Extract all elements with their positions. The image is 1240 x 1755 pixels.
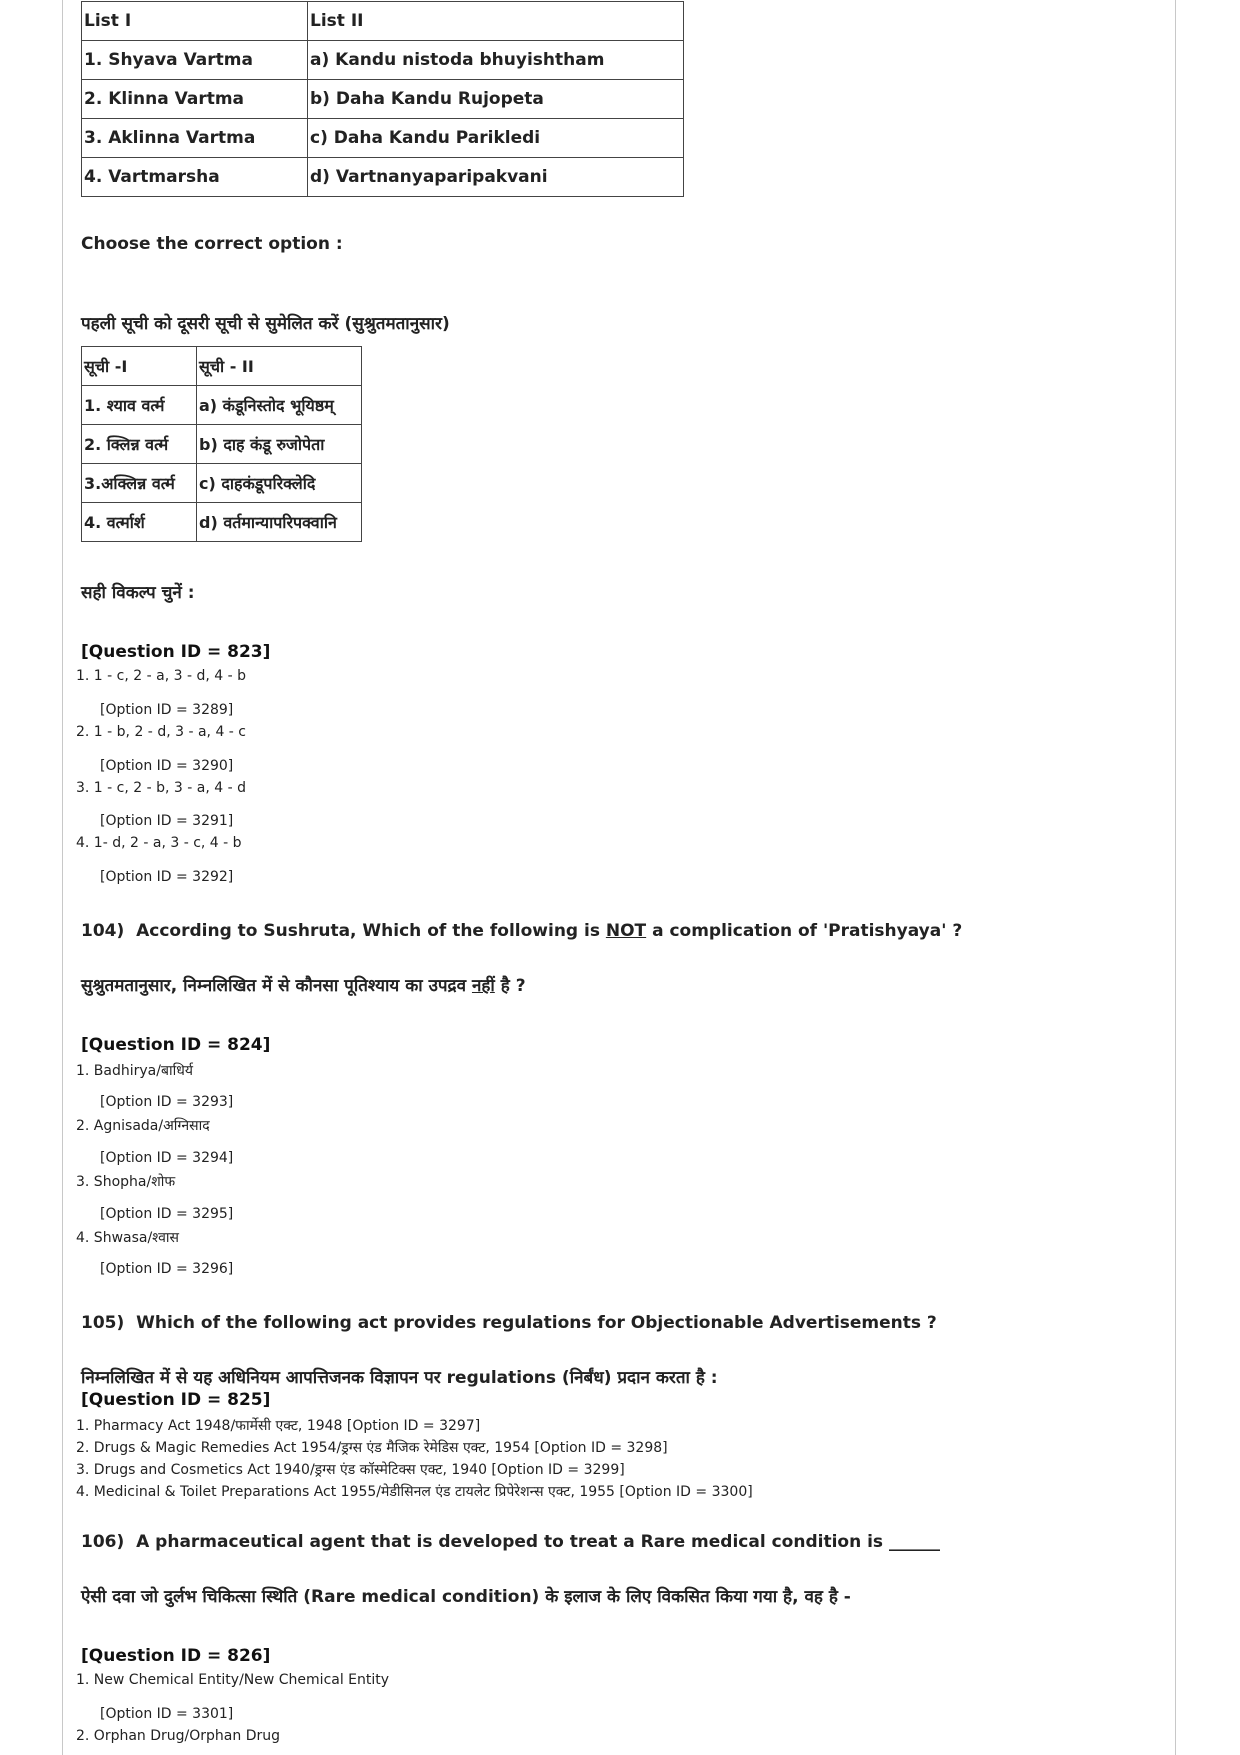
option-3[interactable]: 3. Drugs and Cosmetics Act 1940/ड्रग्स एंड कॉस्मेटिक्स एक्ट, 1940 [Option ID = 3299] [76, 1462, 625, 1478]
option-id: [Option ID = 3290] [100, 758, 234, 774]
option-1[interactable]: 1. Badhirya/बाधिर्य [76, 1063, 193, 1079]
table-cell: a) कंडूनिस्तोद भूयिष्ठम् [197, 386, 362, 425]
stem-emphasis: NOT [605, 921, 647, 941]
table-row [82, 41, 684, 80]
table-row [82, 2, 684, 41]
page-border-left [62, 0, 63, 1755]
table-row [82, 425, 362, 464]
question-number: 104) [81, 921, 125, 941]
stem-text-hindi: सुश्रुतमतानुसार, निम्नलिखित में से कौनसा पूतिश्याय का उपद्रव [81, 976, 472, 996]
table-header-cell: सूची - II [197, 347, 362, 386]
option-id: [Option ID = 3293] [100, 1094, 234, 1110]
table-cell: 1. Shyava Vartma [82, 41, 308, 80]
option-1[interactable]: 1. 1 - c, 2 - a, 3 - d, 4 - b [76, 668, 246, 684]
stem-text: Which of the following act provides regulations for Objectionable Advertisements ? [136, 1313, 937, 1333]
question-id: [Question ID = 823] [81, 642, 271, 662]
table-cell: d) Vartnanyaparipakvani [308, 158, 684, 197]
question-id: [Question ID = 826] [81, 1646, 271, 1666]
table-cell: 3.अक्लिन्न वर्त्म [82, 464, 197, 503]
question-id: [Question ID = 824] [81, 1035, 271, 1055]
question-105-stem [81, 1313, 937, 1333]
table-cell: c) दाहकंडूपरिक्लेदि [197, 464, 362, 503]
table-cell: 3. Aklinna Vartma [82, 119, 308, 158]
question-number: 106) [81, 1532, 125, 1552]
page-border-right [1175, 0, 1176, 1755]
option-4[interactable]: 4. 1- d, 2 - a, 3 - c, 4 - b [76, 835, 242, 851]
match-table-english [81, 1, 684, 197]
question-106-hindi: ऐसी दवा जो दुर्लभ चिकित्सा स्थिति (Rare medical condition) के इलाज के लिए विकसित किया गया है, वह है - [81, 1587, 851, 1607]
table-row [82, 119, 684, 158]
stem-text-hindi: है ? [494, 976, 526, 996]
question-104-stem [81, 921, 962, 941]
table-cell: d) वर्तमान्यापरिपक्वानि [197, 503, 362, 542]
question-105-hindi: निम्नलिखित में से यह अधिनियम आपत्तिजनक विज्ञापन पर regulations (निर्बंध) प्रदान करता है : [81, 1368, 718, 1388]
option-2[interactable]: 2. Drugs & Magic Remedies Act 1954/ड्रग्स एंड मैजिक रेमेडिस एक्ट, 1954 [Option ID = 3298] [76, 1440, 668, 1456]
table-row [82, 347, 362, 386]
table-header-cell: List II [308, 2, 684, 41]
table-cell: 4. Vartmarsha [82, 158, 308, 197]
option-id: [Option ID = 3301] [100, 1706, 234, 1722]
table-row [82, 386, 362, 425]
choose-option-hindi: सही विकल्प चुनें : [81, 583, 195, 603]
table-cell: b) दाह कंडू रुजोपेता [197, 425, 362, 464]
option-3[interactable]: 3. 1 - c, 2 - b, 3 - a, 4 - d [76, 780, 246, 796]
table-row [82, 464, 362, 503]
instruction-hindi: पहली सूची को दूसरी सूची से सुमेलित करें (सुश्रुतमतानुसार) [81, 314, 450, 334]
table-header-cell: सूची -I [82, 347, 197, 386]
table-row [82, 158, 684, 197]
table-cell: c) Daha Kandu Parikledi [308, 119, 684, 158]
question-106-stem [81, 1532, 940, 1552]
option-2[interactable]: 2. Orphan Drug/Orphan Drug [76, 1728, 280, 1744]
option-id: [Option ID = 3296] [100, 1261, 234, 1277]
choose-option-english: Choose the correct option : [81, 234, 343, 254]
option-1[interactable]: 1. Pharmacy Act 1948/फार्मेसी एक्ट, 1948 [Option ID = 3297] [76, 1418, 481, 1434]
option-id: [Option ID = 3292] [100, 869, 234, 885]
option-2[interactable]: 2. Agnisada/अग्निसाद [76, 1118, 210, 1134]
question-id: [Question ID = 825] [81, 1390, 271, 1410]
table-cell: 4. वर्त्मार्श [82, 503, 197, 542]
stem-text: a complication of 'Pratishyaya' ? [646, 921, 963, 941]
table-row [82, 80, 684, 119]
option-2[interactable]: 2. 1 - b, 2 - d, 3 - a, 4 - c [76, 724, 246, 740]
option-id: [Option ID = 3291] [100, 813, 234, 829]
table-cell: b) Daha Kandu Rujopeta [308, 80, 684, 119]
question-104-hindi [81, 973, 526, 996]
option-id: [Option ID = 3294] [100, 1150, 234, 1166]
stem-text: According to Sushruta, Which of the following is [136, 921, 606, 941]
option-4[interactable]: 4. Shwasa/श्वास [76, 1230, 180, 1246]
table-cell: a) Kandu nistoda bhuyishtham [308, 41, 684, 80]
question-number: 105) [81, 1313, 125, 1333]
table-cell: 2. क्लिन्न वर्त्म [82, 425, 197, 464]
table-cell: 1. श्याव वर्त्म [82, 386, 197, 425]
table-row [82, 503, 362, 542]
table-header-cell: List I [82, 2, 308, 41]
option-3[interactable]: 3. Shopha/शोफ [76, 1174, 176, 1190]
stem-text: A pharmaceutical agent that is developed to treat a Rare medical condition is ______ [136, 1532, 940, 1552]
option-1[interactable]: 1. New Chemical Entity/New Chemical Entity [76, 1672, 390, 1688]
option-id: [Option ID = 3289] [100, 702, 234, 718]
match-table-hindi [81, 346, 362, 542]
option-id: [Option ID = 3295] [100, 1206, 234, 1222]
option-4[interactable]: 4. Medicinal & Toilet Preparations Act 1955/मेडीसिनल एंड टायलेट प्रिपेरेशन्स एक्ट, 1955 [Option ID = 3300] [76, 1484, 753, 1500]
table-cell: 2. Klinna Vartma [82, 80, 308, 119]
stem-emphasis-hindi: नहीं [471, 976, 495, 996]
